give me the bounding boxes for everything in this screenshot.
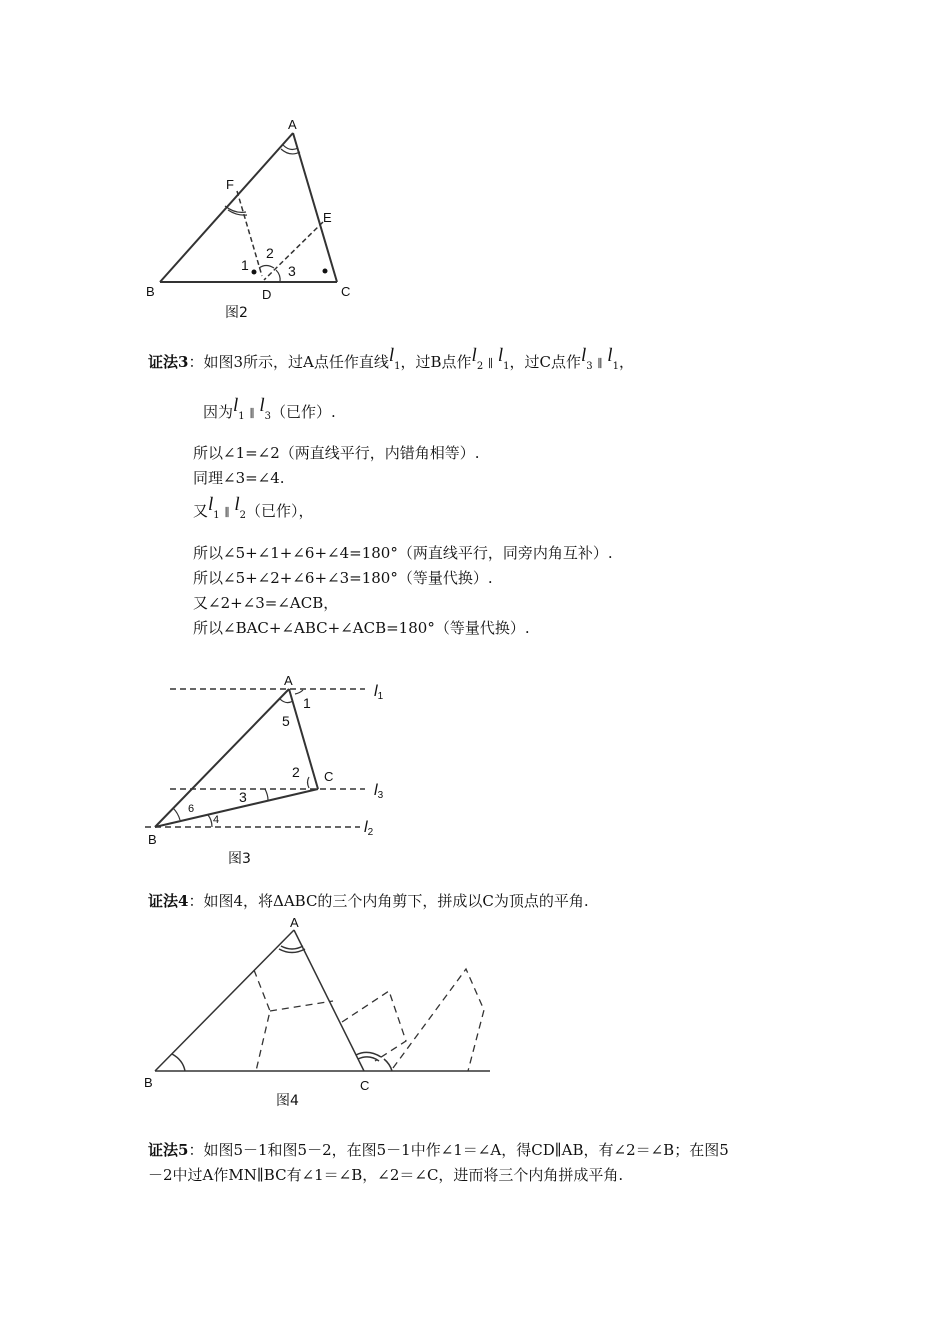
line-l-symbol: l (580, 345, 587, 366)
proof3-line-4: 同理∠3=∠4. (193, 469, 285, 487)
subscript: 3 (586, 361, 593, 372)
proof3-line-7: 所以∠5+∠2+∠6+∠3=180°（等量代换）. (193, 569, 493, 587)
line-l-symbol: l (364, 819, 368, 836)
proof3-l1-end: ， (618, 353, 634, 371)
proof3-line-8: 又∠2+∠3=∠ACB， (193, 594, 339, 612)
proof3-line-9: 所以∠BAC+∠ABC+∠ACB=180°（等量代换）. (193, 619, 530, 637)
parallel-symbol: ∥ (224, 506, 230, 519)
fig3-label-5: 5 (282, 713, 290, 729)
fig3-caption: 图3 (228, 851, 251, 867)
proof3-line-6: 所以∠5+∠1+∠6+∠4=180°（两直线平行，同旁内角互补）. (193, 544, 613, 562)
proof3-l1-colon: ： (188, 353, 204, 371)
fig3-label-4: 4 (213, 814, 220, 826)
fig2-label-e: E (323, 210, 332, 225)
subscript: 2 (476, 361, 484, 372)
fig4-side-ac (294, 930, 364, 1071)
proof3-l2-b: （已作）. (270, 403, 336, 421)
fig4-cut-line-1 (270, 1001, 333, 1011)
line-l-symbol: l (497, 345, 504, 366)
fig4-cut-piece-3 (393, 969, 484, 1071)
fig3-label-a: A (284, 673, 293, 688)
line-l-symbol: l (388, 345, 395, 366)
proof3-l2-a: 因为 (203, 403, 234, 421)
fig3-label-b: B (148, 832, 157, 847)
proof4-text: ：如图4，将ΔABC的三个内角剪下，拼成以C为顶点的平角. (188, 892, 589, 910)
line-l-symbol: l (607, 345, 613, 366)
fig2-label-3: 3 (288, 263, 296, 279)
fig4-label-b: B (144, 1075, 153, 1090)
subscript: 1 (213, 510, 220, 521)
proof5-text-1: ：如图5－1和图5－2，在图5－1中作∠1＝∠A，得CD∥AB，有∠2＝∠B；在图5 (188, 1141, 729, 1159)
subscript: 1 (503, 361, 510, 372)
fig4-angle-a-arc (281, 946, 303, 949)
proof3-l5-a: 又 (193, 502, 209, 520)
subscript: 1 (377, 691, 384, 702)
fig2-label-1: 1 (241, 257, 249, 273)
line-l-symbol: l (233, 395, 239, 416)
proof3-l5-b: （已作）， (245, 502, 314, 520)
fig4-angle-c-arc3 (384, 1059, 392, 1071)
proof4-heading: 证法4 (148, 892, 189, 910)
parallel-symbol: ∥ (249, 407, 255, 420)
fig3-label-1: 1 (303, 695, 311, 711)
line-l-symbol: l (471, 345, 477, 366)
proof3-l1-c: ，过C点作 (509, 353, 581, 371)
fig3-label-6: 6 (188, 803, 195, 815)
line-l-symbol: l (208, 494, 214, 515)
parallel-symbol: ∥ (597, 357, 603, 370)
line-l-symbol: l (234, 494, 240, 515)
proof3-heading: 证法3 (148, 353, 189, 371)
fig3-label-3: 3 (239, 789, 247, 805)
fig4-label-a: A (290, 915, 299, 930)
fig2-label-d: D (262, 287, 272, 302)
proof3-l1-b: ，过B点作 (400, 353, 472, 371)
fig4-side-ab (155, 930, 294, 1071)
subscript: 3 (377, 790, 384, 801)
fig2-label-a: A (288, 117, 297, 132)
proof3-l1-a: 如图3所示，过A点任作直线 (203, 353, 389, 371)
fig2-label-c: C (341, 284, 351, 299)
subscript: 1 (612, 361, 619, 372)
fig2-caption: 图2 (225, 305, 248, 321)
fig3-label-2: 2 (292, 764, 300, 780)
fig2-label-f: F (226, 177, 234, 192)
fig4-cut-piece-2 (342, 991, 406, 1061)
subscript: 3 (264, 411, 271, 422)
fig2-label-2: 2 (266, 245, 274, 261)
fig2-label-b: B (146, 284, 155, 299)
subscript: 1 (238, 411, 245, 422)
subscript: 2 (239, 510, 246, 521)
line-l-symbol: l (374, 683, 378, 700)
proof5-line-1 (148, 1140, 729, 1160)
line-l-symbol: l (259, 395, 265, 416)
fig4-caption: 图4 (276, 1093, 299, 1109)
proof5-heading: 证法5 (148, 1141, 189, 1159)
fig3-label-c: C (324, 769, 334, 784)
parallel-symbol: ∥ (487, 357, 494, 370)
proof3-line-3: 所以∠1=∠2（两直线平行，内错角相等）. (193, 444, 480, 462)
proof5-line-2: －2中过A作MN∥BC有∠1＝∠B，∠2＝∠C，进而将三个内角拼成平角. (148, 1166, 624, 1184)
fig4-angle-b-arc (172, 1054, 185, 1071)
line-l-symbol: l (374, 782, 378, 799)
fig4-label-c: C (360, 1078, 370, 1093)
fig4-cut-piece-1 (254, 970, 270, 1071)
subscript: 2 (367, 827, 374, 838)
subscript: 1 (394, 361, 401, 372)
